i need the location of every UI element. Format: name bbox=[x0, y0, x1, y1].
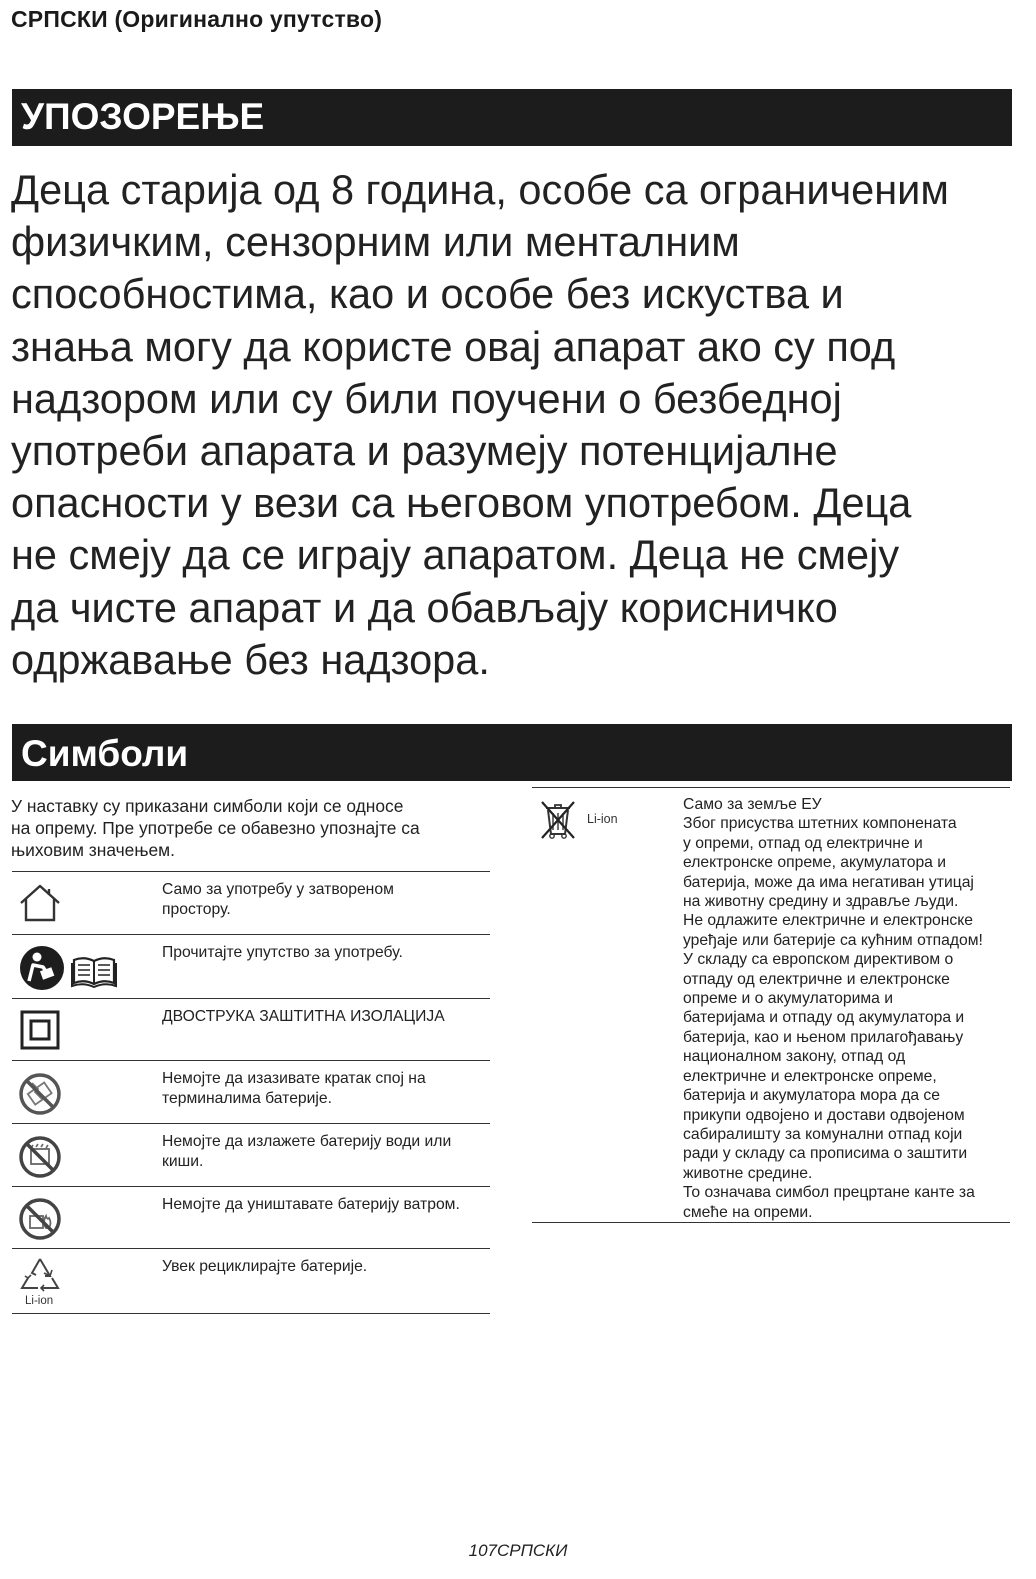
no-short-circuit-icon bbox=[16, 1071, 64, 1117]
weee-line: опреме и о акумулаторима и bbox=[683, 990, 894, 1008]
weee-line: уређаје или батерије са кућним отпадом! bbox=[683, 931, 983, 949]
symbol-desc-line: ДВОСТРУКА ЗАШТИТНА ИЗОЛАЦИЈА bbox=[162, 1008, 445, 1025]
symbol-desc-line: Немојте да уништавате батерију ватром. bbox=[162, 1196, 460, 1213]
weee-line: То означава симбол прецртане канте за bbox=[683, 1184, 975, 1202]
warning-line: да чисте апарат и да обављају корисничко bbox=[11, 583, 838, 631]
weee-line: животне средине. bbox=[683, 1164, 813, 1182]
intro-line: на опрему. Пре употребе се обавезно упознајте са bbox=[11, 818, 420, 838]
no-water-icon bbox=[16, 1134, 64, 1180]
warning-line: знања могу да користе овај апарат ако су под bbox=[11, 322, 896, 370]
symbol-desc-line: Само за употребу у затвореном bbox=[162, 881, 394, 898]
symbol-desc-line: киши. bbox=[162, 1152, 204, 1170]
weee-icon-label: Li-ion bbox=[587, 812, 618, 826]
symbol-desc-line: Увек рециклирајте батерије. bbox=[162, 1258, 368, 1275]
symbols-table bbox=[12, 871, 490, 1314]
double-insulation-icon bbox=[16, 1008, 64, 1052]
recycle-icon bbox=[16, 1255, 64, 1295]
warning-line: Деца старија од 8 година, особе са ограниченим bbox=[11, 166, 949, 213]
weee-line: отпаду од електричне и електронске bbox=[683, 970, 950, 988]
weee-description bbox=[683, 795, 1009, 1222]
symbol-row-double-insulation bbox=[12, 998, 490, 1060]
intro-line: њиховим значењем. bbox=[11, 840, 175, 860]
read-manual-icon bbox=[16, 943, 122, 993]
weee-line: Због присуства штетних компонената bbox=[683, 815, 957, 833]
symbol-row-read-manual bbox=[12, 934, 490, 998]
symbol-row-no-water bbox=[12, 1123, 490, 1186]
weee-line: ради у складу са прописима о заштити bbox=[683, 1145, 968, 1163]
symbol-row-no-short-circuit bbox=[12, 1060, 490, 1123]
weee-line: батерија и акумулатора мора да се bbox=[683, 1087, 941, 1105]
house-icon bbox=[16, 882, 64, 926]
page-language-title: СРПСКИ (Оригинално упутство) bbox=[11, 6, 383, 32]
symbol-desc bbox=[162, 880, 487, 919]
no-fire-icon bbox=[16, 1196, 64, 1242]
weee-line: националном закону, отпад од bbox=[683, 1048, 906, 1066]
weee-line: У складу са европском директивом о bbox=[683, 951, 954, 969]
symbol-row-no-fire bbox=[12, 1186, 490, 1248]
warning-line: не смеју да се играју апаратом. Деца не смеју bbox=[11, 531, 900, 579]
symbol-desc bbox=[162, 1257, 487, 1277]
weee-block bbox=[532, 787, 1010, 1223]
symbol-row-indoor bbox=[12, 871, 490, 934]
weee-line: на животну средину и здравље људи. bbox=[683, 893, 959, 911]
weee-line: електричне и електронске опреме, bbox=[683, 1067, 937, 1085]
symbol-desc-line: терминалима батерије. bbox=[162, 1089, 332, 1107]
weee-line: електронске опреме, акумулатора и bbox=[683, 854, 947, 872]
weee-line: батеријама и отпаду од акумулатора и bbox=[683, 1009, 965, 1027]
warning-heading: УПОЗОРЕЊЕ bbox=[12, 89, 1012, 146]
symbols-intro bbox=[11, 795, 489, 861]
warning-line: опасности у вези са његовом употребом. Деца bbox=[11, 479, 912, 527]
weee-line: сабиралишту за комунални отпад који bbox=[683, 1125, 963, 1143]
crossed-bin-icon bbox=[536, 798, 580, 842]
symbol-row-recycle bbox=[12, 1248, 490, 1314]
weee-line: прикупи одвојено и достави одвојеном bbox=[683, 1106, 965, 1124]
symbol-desc-line: Прочитајте упутство за употребу. bbox=[162, 944, 403, 961]
warning-line: способностима, као и особе без искуства и bbox=[11, 270, 844, 318]
weee-line: батерија, може да има негативан утицај bbox=[683, 873, 974, 891]
symbol-desc-line: простору. bbox=[162, 900, 231, 918]
warning-text bbox=[11, 164, 1031, 686]
weee-line: батерија, као и њеном прилагођавању bbox=[683, 1028, 964, 1046]
page-footer: 107СРПСКИ bbox=[468, 1541, 568, 1560]
intro-line: У наставку су приказани симболи који се односе bbox=[11, 796, 404, 816]
weee-line: у опреми, отпад од електричне и bbox=[683, 834, 923, 852]
warning-line: надзором или су били поучени о безбедној bbox=[11, 374, 842, 422]
symbol-desc bbox=[162, 1069, 487, 1108]
symbol-desc bbox=[162, 1195, 487, 1215]
warning-line: физичким, сензорним или менталним bbox=[11, 218, 740, 266]
symbols-heading: Симболи bbox=[12, 724, 1012, 781]
symbol-desc bbox=[162, 1007, 487, 1027]
symbol-desc bbox=[162, 1132, 487, 1171]
symbol-desc-line: Немојте да изазивате кратак спој на bbox=[162, 1070, 426, 1087]
weee-line: смеће на опреми. bbox=[683, 1203, 813, 1221]
symbol-desc bbox=[162, 943, 487, 963]
weee-line: Само за земље ЕУ bbox=[683, 796, 822, 813]
weee-line: Не одлажите електричне и електронске bbox=[683, 912, 974, 930]
warning-line: употреби апарата и разумеју потенцијалне bbox=[11, 427, 838, 475]
symbol-desc-line: Немојте да излажете батерију води или bbox=[162, 1133, 452, 1150]
recycle-icon-label: Li-ion bbox=[25, 1295, 54, 1307]
warning-line: одржавање без надзора. bbox=[11, 635, 490, 683]
